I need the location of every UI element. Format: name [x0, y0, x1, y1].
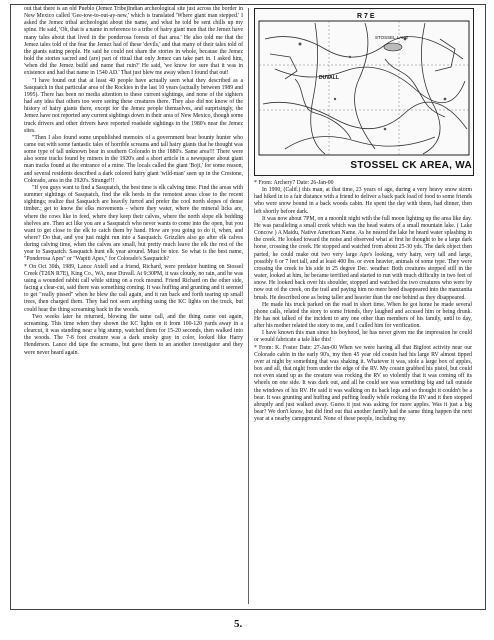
- paragraph: He made his truck parked on the road in short time. When he got home he made several phone calls, related the story to some friends, they laughed and accused him or being drunk. He has not talked of the incident to any one other than members of his family, until to day, after his mother related the story to me, and I called him for verification.: [254, 301, 472, 330]
- paragraph: Two weeks later he returned, blowing the same call, and the thing came out again, screaming. This time when they shown the KC lights on it from 100-120 yards away in a clearcut, it was standing near a big stump, watched them for 15-20 seconds, then walked into the woods. The 7-8 foot creature was a dark smoky gray in color, looked like Harry Henderson. Lance did tape the screams, but gave them to an another investigator and they were never heard again.: [24, 313, 243, 356]
- paragraph: "Then I also found some unpublished memoirs of a government bear bounty hunter who came out with some fantastic tales of horrible screams and tall hairy giants that he thought was some type of tall unknown bear in southern Colorado in the 1880's. Same area!!! There were also some tracks found by miners in the 1920's and a short article in a newspaper about giant man tracks found at the entrance of a mine. The locals called the giant 'Boji,' for some reason, and several residents described a dark colored hairy giant 'wild-man' seen up in the Crestone, Colorado, area in the 1920's. Strange!!!: [24, 134, 243, 184]
- map-range-label: R 7 E: [357, 13, 375, 20]
- paragraph: * On Oct 30th, 1989, Lance Axtell and a friend, Richard, were predator hunting on Stossel Creek (T26N R7E), King Co., WA, near Duvall. At 9:30PM, it was cloudy, no rain, and he was using a wounded rabbit call while sitting on a rock mound. Friend Richard on the other side, facing a clear-cut, said there was something coming. It was huffing and grunting and it seemed to get "really pissed" when he blew the call again, and it ran back and forth tearing up small trees, then charged them. They had not seen anything using the KC lights on the truck, but could hear the thing screaming back in the woods.: [24, 263, 243, 313]
- paragraph: "If you guys want to find a Sasquatch, the best time is elk calving time. Find the areas with summer sightings of Sasquatch, find the elk herds in the remotest areas close to the recent sightings; realize that Sasquatch are heavily furred and prefer the cool north slopes of dense timber.; get to know the elks movements - where they water, where the mineral licks are, where the cows like to feed, where they keep their calves, where the north slope elk bedding shelves are. Then act like you are a Sasquatch who never wants to come into the open, but you want to get close to the elk to catch them by hand. How are you going to do it, when, and where? Do that, and you just might run into a Sasquatch. Grizzlies also go after elk calves during calving time, when the calves are small, but pretty much leave the elk the rest of the year to Sasquatch. Sasquatch hunt elk year around. Must be nice. So what is the best name, "Ponderosa Apes" or "Wapiti Apes," for Colorado's Sasquatch?: [24, 184, 243, 263]
- map-drawing: [255, 9, 473, 159]
- paragraph: out that there is an old Pueblo (Jemez Tribe)Indian archeological site just across the border in New Mexico called 'Gee-tow-to-out-ay-new,' which is translated 'Where giant man stepped.' I asked the Jemez tribal archeologist about the name, and what he told be sent chills up my spine. He said, 'Oh, that is a name in reference to a tribe of hairy giant men that the Jemez have many tales about that lived in the ponderosa forests of that area.' He also told me that the Jemez tales told of the fear the Jemez had of these 'devils,' and that many of their tales told of the giants eating people. He said he could not share the stories in whole, because the Jemez hold the stories sacred and (are) part of ritual that only Jemez can take part in. I asked him, 'when did the Jemez build and name that ruin?' He said, 'we know for sure that it was in existence and had that name in 1540 AD.' That just blew me away when I found that out!: [24, 6, 243, 77]
- paragraph: "I have found out that at least 40 people have actually seen what they described as a Sasquatch in that particular area of the Rockies in the last 10 years (actually between 1989 and 1995). There has been no media attention to these current sightings, and none of the sighters had any idea that others too were seeing these creatures there. They also did not know of the history of hairy giants there, except for the Jemez people themselves, and surprisingly, the Jemez have not reported any current sightings down in their area of New Mexico, though some truck drivers and other drivers have reported roadside sightings in the 1980's near the Jemez sites.: [24, 77, 243, 134]
- map-label-town: DUVALL: [319, 75, 339, 81]
- left-column: [24, 6, 243, 357]
- page-number: 5.: [234, 618, 243, 630]
- column-divider: [248, 8, 249, 604]
- paragraph: * From: Archery7 Date: 26-Jan-00: [254, 180, 334, 186]
- paragraph: In 1990, (Calif.) this man, at that time, 23 years of age, during a very heavy snow storm had hiked in to a fair distance with a friend to deliver a back pack load of food to some friends who were snow bound in a back woods cabin. He spent the day with them, had dinner, then left shortly before dark.: [254, 187, 472, 215]
- right-column: [254, 180, 472, 423]
- paragraph: It was now about 7PM, on a moonlit night with the full moon lighting up the area like day. He was paralleling a small creek which was the head waters of a small mountain lake. ( Lake Concow ) A Maidu, Native American Name. As he neared the lake he heard water splashing in the creek. He looked toward the noise and observed what at first he thought to be a large dark horse, crossing the creek. He stopped and watched from about 25-30 yds. The dark object then parted, he could make out two very large Ape's looking, very hairy, very tall and large, possibly 6 or 7 feet tall, and at least 400 lbs. or even heavier, animals of some type. They were crossing the creek to his side in 25 degree Dec. weather. Both creatures stopped still in the water, looked at him, he became terrified and started to run with much difficulty in two feet of snow. He looked back over his shoulder, stopped and watched the two creatures who were by now out of the creek, on the trail and paying him no mere heed disappeared into the manzanita brush. He described one as being taller and heavier than the one behind as they disappeared.: [254, 215, 472, 301]
- stossel-creek-map: [254, 8, 474, 176]
- paragraph: I have known this man since his boyhood, he has never given me the impression he could or would fabricate a tale like this!: [254, 330, 472, 344]
- map-caption: STOSSEL CK AREA, WA: [350, 160, 472, 171]
- paragraph: * From: K. Foster Date: 27-Jan-00 When we were having all that Bigfoot activity near our Colorado cabin in the early 90's, my then 45 year old cousin had his large RV almost tipped over at night by something that was shaking it. Whatever it was, stole a large box of apples, box and all, that night from under the edge of the RV. My cousin grabbed his pistol, but could not even stand up as the creature was rocking the RV so violently that it was coming off its wheels on one side. It was dark out, and all he could see was something big and tall outside the windows of his RV. He said it was walking on its back legs and so thought it couldn't be a bear. It was grunting and huffing and puffing loudly while rocking the RV and it then stopped abruptly and just walked away. Guess it just was asking for more apples. Was it just a big bear? We don't know, but did find out that another family had the same thing happen the next year at a nearby campground. None of these people, including my: [254, 344, 472, 423]
- map-label-lake: STOSSEL LAKE: [375, 35, 409, 40]
